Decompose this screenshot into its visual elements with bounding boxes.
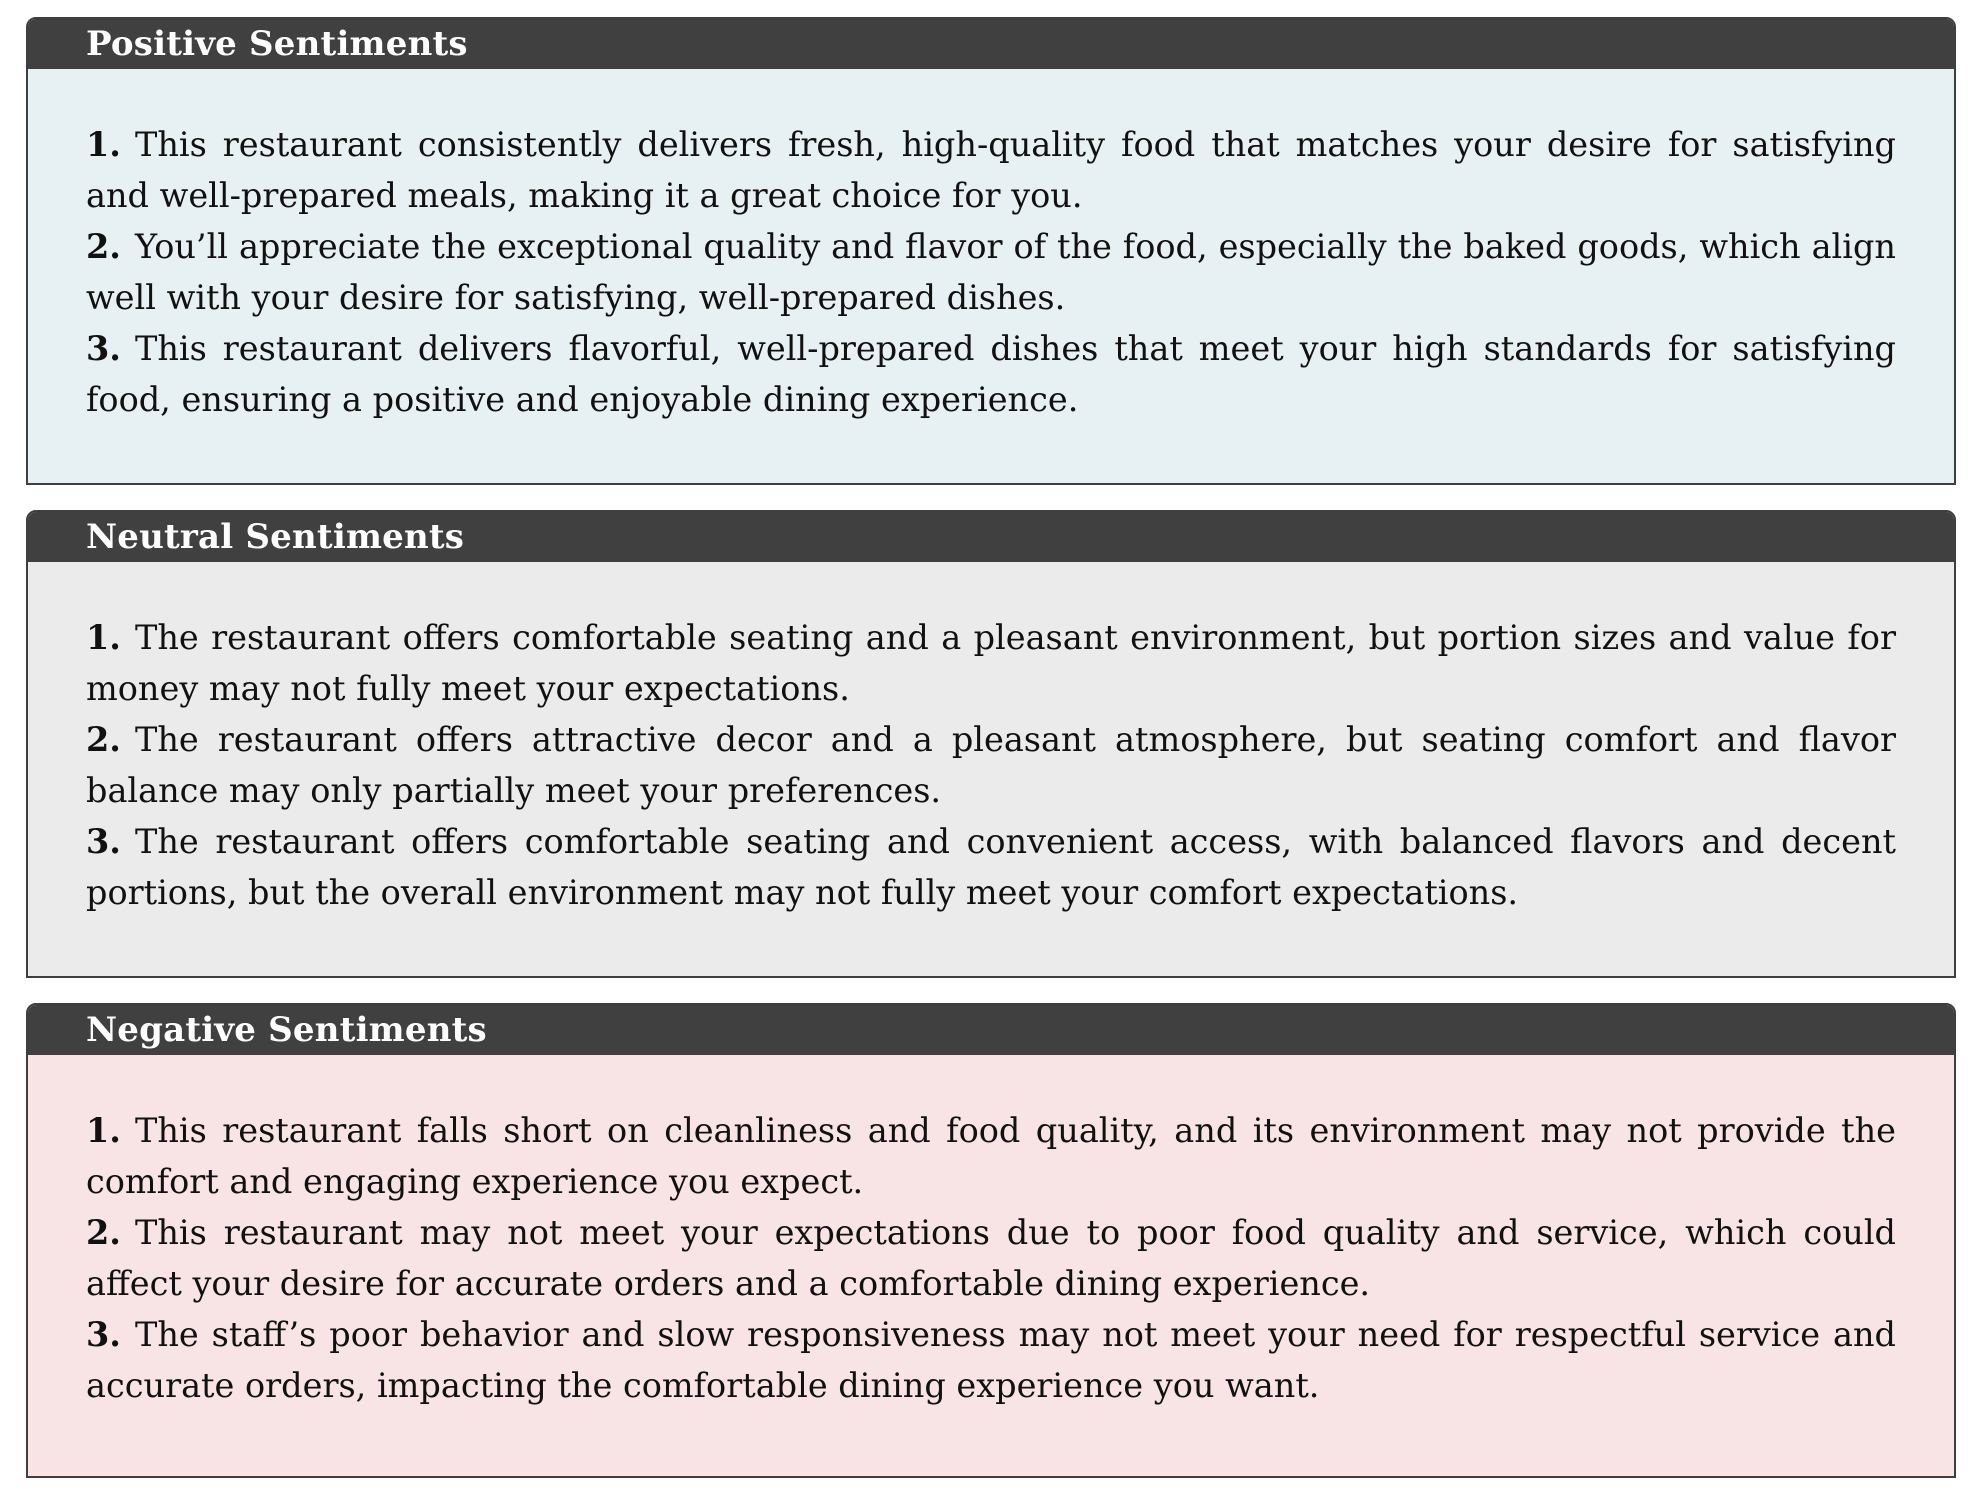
item-number: 2. [86, 1213, 121, 1252]
positive-sentiments-title: Positive Sentiments [28, 19, 1954, 69]
negative-item-1 [86, 1105, 1896, 1207]
item-text: This restaurant delivers flavorful, well-prepared dishes that meet your high standards for satisfying food, ensuring a positive and enjoyable dining experience. [86, 329, 1896, 419]
item-number: 2. [86, 720, 121, 759]
negative-sentiments-box [26, 1003, 1956, 1478]
negative-sentiments-title: Negative Sentiments [28, 1005, 1954, 1055]
item-text: The restaurant offers comfortable seating and convenient access, with balanced flavors and decent portions, but the overall environment may not fully meet your comfort expectations. [86, 822, 1896, 912]
neutral-item-2 [86, 714, 1896, 816]
item-number: 1. [86, 1111, 121, 1150]
item-number: 3. [86, 822, 121, 861]
item-number: 3. [86, 329, 121, 368]
item-number: 3. [86, 1315, 121, 1354]
neutral-sentiments-body [28, 562, 1954, 976]
item-text: The staff’s poor behavior and slow responsiveness may not meet your need for respectful service and accurate orders, impacting the comfortable dining experience you want. [86, 1315, 1896, 1405]
neutral-item-1 [86, 612, 1896, 714]
item-number: 1. [86, 125, 121, 164]
positive-sentiments-box [26, 17, 1956, 485]
positive-item-1 [86, 119, 1896, 221]
item-text: The restaurant offers attractive decor and a pleasant atmosphere, but seating comfort and flavor balance may only partially meet your preferences. [86, 720, 1896, 810]
item-number: 2. [86, 227, 121, 266]
item-text: This restaurant may not meet your expectations due to poor food quality and service, which could affect your desire for accurate orders and a comfortable dining experience. [86, 1213, 1896, 1303]
negative-sentiments-body [28, 1055, 1954, 1476]
item-number: 1. [86, 618, 121, 657]
item-text: This restaurant falls short on cleanliness and food quality, and its environment may not provide the comfort and engaging experience you expect. [86, 1111, 1896, 1201]
positive-item-3 [86, 323, 1896, 425]
item-text: You’ll appreciate the exceptional quality and flavor of the food, especially the baked goods, which align well with your desire for satisfying, well-prepared dishes. [86, 227, 1896, 317]
negative-item-3 [86, 1309, 1896, 1411]
neutral-sentiments-title: Neutral Sentiments [28, 512, 1954, 562]
negative-item-2 [86, 1207, 1896, 1309]
item-text: The restaurant offers comfortable seating and a pleasant environment, but portion sizes and value for money may not fully meet your expectations. [86, 618, 1896, 708]
item-text: This restaurant consistently delivers fresh, high-quality food that matches your desire for satisfying and well-prepared meals, making it a great choice for you. [86, 125, 1896, 215]
positive-sentiments-body [28, 69, 1954, 483]
neutral-sentiments-box [26, 510, 1956, 978]
positive-item-2 [86, 221, 1896, 323]
neutral-item-3 [86, 816, 1896, 918]
